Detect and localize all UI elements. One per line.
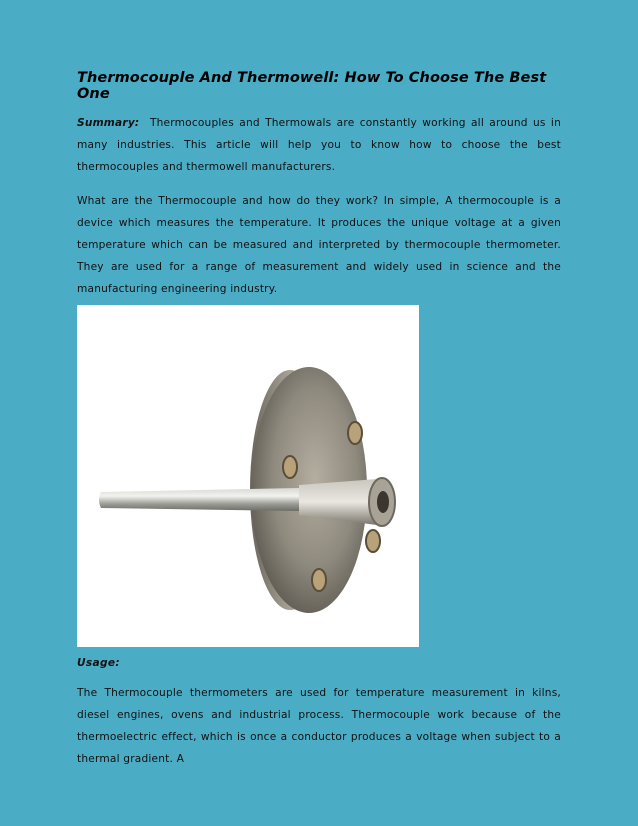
document-body <box>77 70 561 312</box>
bolt-hole <box>348 422 362 444</box>
bore-opening <box>377 491 389 513</box>
bolt-hole <box>366 530 380 552</box>
bolt-hole <box>283 456 297 478</box>
summary-label: Summary: <box>77 117 140 129</box>
usage-heading: Usage: <box>77 657 120 669</box>
thermowell-illustration <box>77 305 419 647</box>
thermowell-stem <box>99 488 299 511</box>
summary-paragraph <box>77 112 561 178</box>
usage-paragraph: The Thermocouple thermometers are used for temperature measurement in kilns, diesel engines, ovens and industrial process. Thermocouple work because of the thermoelectric effect, which is once a conductor produces a voltage when subject to a thermal gradient. A <box>77 687 561 765</box>
intro-paragraph: What are the Thermocouple and how do they work? In simple, A thermocouple is a device which measures the temperature. It produces the unique voltage at a given temperature which can be measured and interpreted by thermocouple thermometer. They are used for a range of measurement and widely used in science and the manufacturing engineering industry. <box>77 195 561 295</box>
summary-text: Thermocouples and Thermowals are constantly working all around us in many industries. This article will help you to know how to choose the best thermocouples and thermowell manufacturers. <box>77 117 561 173</box>
bolt-hole <box>312 569 326 591</box>
document-title: Thermocouple And Thermowell: How To Choose The Best One <box>77 70 547 102</box>
thermowell-image <box>77 305 419 647</box>
